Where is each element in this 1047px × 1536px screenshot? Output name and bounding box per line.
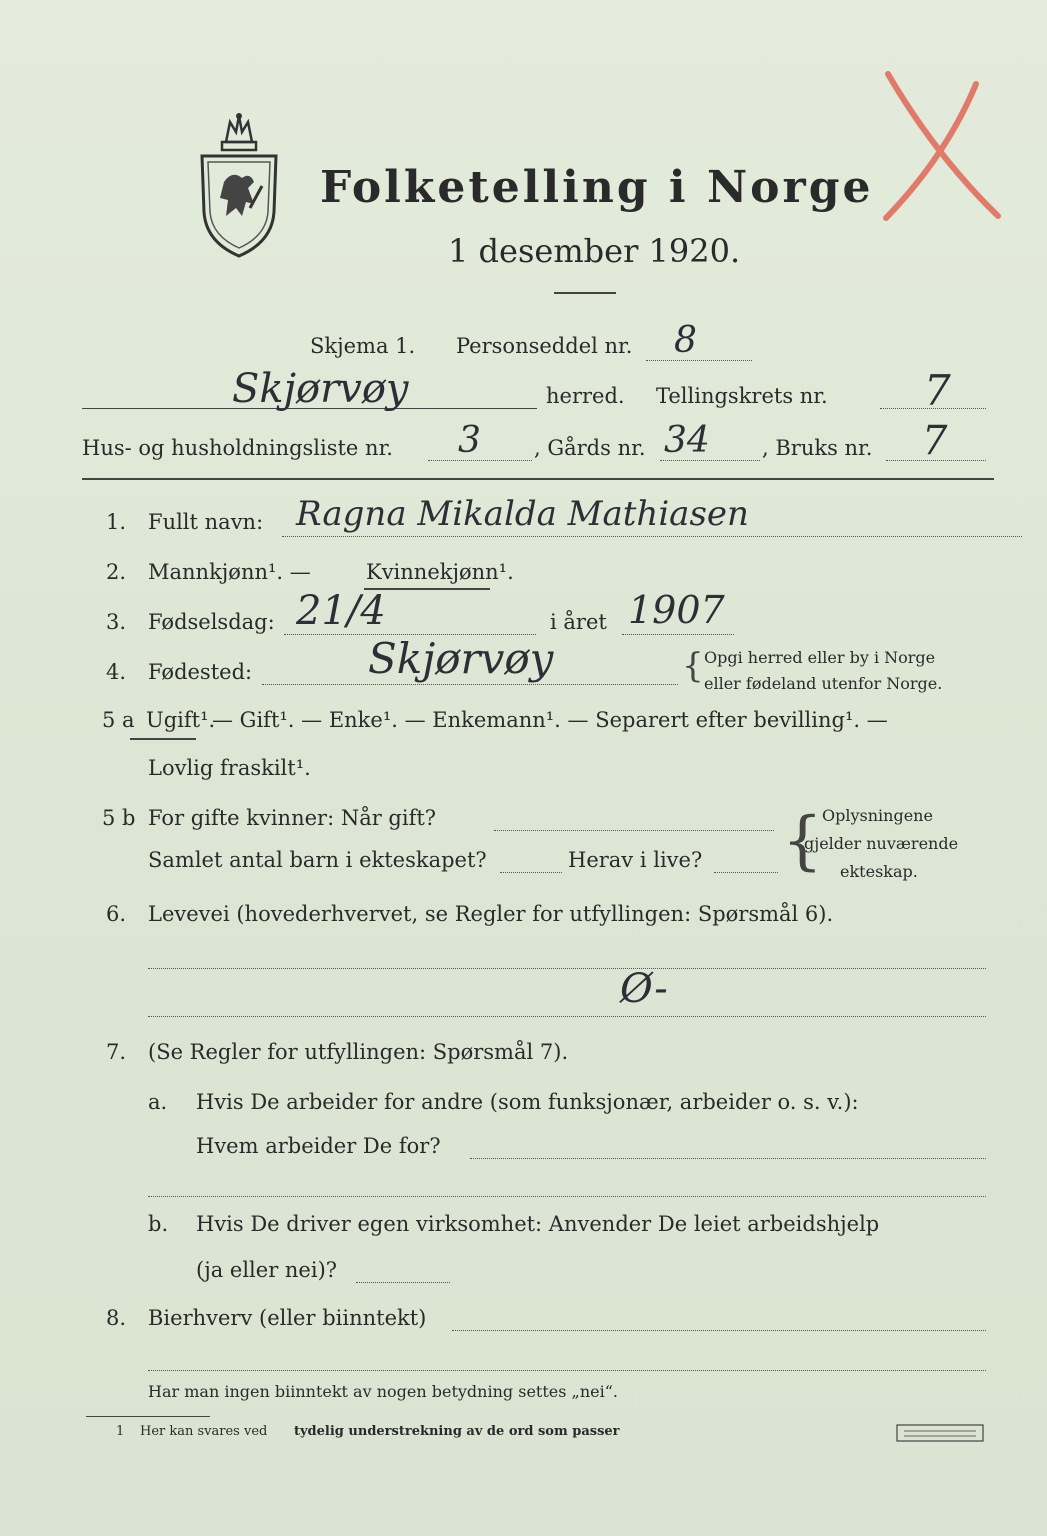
personseddel-line (646, 360, 752, 361)
schema-label: Skjema 1. (310, 334, 416, 358)
q5a-underline (130, 738, 196, 740)
printer-stamp-icon (896, 1424, 984, 1442)
red-x-mark-icon (866, 66, 1016, 226)
q5b-note-line3: ekteskap. (840, 862, 918, 881)
q4-note-line2: eller fødeland utenfor Norge. (704, 674, 943, 693)
q5b-alive-line (714, 872, 778, 873)
bruks-value[interactable]: 7 (922, 418, 948, 464)
q5a-number: 5 a (102, 708, 135, 732)
q5b-note-line2: gjelder nuværende (804, 834, 959, 853)
q5a-divorced-option[interactable]: Lovlig fraskilt¹. (148, 756, 311, 780)
q5b-children-line (500, 872, 562, 873)
q2-female-option[interactable]: Kvinnekjønn¹. (366, 560, 514, 584)
footnote-rule (86, 1416, 210, 1417)
birth-year-value[interactable]: 1907 (628, 588, 725, 632)
footnote-text-b: tydelig understrekning av de ord som passer (294, 1424, 620, 1439)
q3-label: Fødselsdag: (148, 610, 275, 634)
full-name-value[interactable]: Ragna Mikalda Mathiasen (296, 494, 749, 534)
footnote-text-a: Her kan svares ved (140, 1424, 268, 1439)
q4-number: 4. (106, 660, 127, 684)
census-date: 1 desember 1920. (448, 232, 741, 270)
q5a-unmarried-option[interactable]: Ugift¹. (146, 708, 216, 732)
coat-of-arms-icon (196, 112, 282, 258)
q7a-line2: Hvem arbeider De for? (196, 1134, 441, 1158)
q5a-other-options[interactable]: — Gift¹. — Enke¹. — Enkemann¹. — Separert efter bevilling¹. — (212, 708, 888, 732)
q4-note-line1: Opgi herred eller by i Norge (704, 648, 936, 667)
title-divider (554, 292, 616, 294)
q7a-extra-line (148, 1196, 986, 1197)
q7a-employer-line (470, 1158, 986, 1159)
herred-label: herred. (546, 384, 625, 408)
q5b-number: 5 b (102, 806, 136, 830)
q4-line (262, 684, 678, 685)
personseddel-label: Personseddel nr. (456, 334, 633, 358)
q1-line (282, 536, 1022, 537)
q4-brace: { (682, 646, 704, 686)
q5b-note-line1: Oplysningene (822, 806, 933, 825)
q5b-label: For gifte kvinner: Når gift? (148, 806, 437, 830)
q8-line1 (452, 1330, 986, 1331)
tellingskrets-label: Tellingskrets nr. (656, 384, 828, 408)
hus-label: Hus- og husholdningsliste nr. (82, 436, 393, 460)
q6-line2 (148, 1016, 986, 1017)
q7b-letter: b. (148, 1212, 169, 1236)
gards-value[interactable]: 34 (664, 420, 710, 461)
q5b-brace: { (782, 804, 823, 878)
q8-number: 8. (106, 1306, 127, 1330)
birthplace-value[interactable]: Skjørvøy (368, 634, 554, 683)
gards-label: , Gårds nr. (534, 436, 646, 460)
q7-label: (Se Regler for utfyllingen: Spørsmål 7). (148, 1040, 569, 1064)
q8-label: Bierhverv (eller biinntekt) (148, 1306, 427, 1330)
q1-number: 1. (106, 510, 127, 534)
q6-label: Levevei (hovederhvervet, se Regler for utfyllingen: Spørsmål 6). (148, 902, 834, 926)
q7b-line2: (ja eller nei)? (196, 1258, 338, 1282)
birthday-value[interactable]: 21/4 (296, 588, 386, 634)
q3-year-label: i året (550, 610, 607, 634)
herred-value[interactable]: Skjørvøy (232, 366, 409, 412)
q2-number: 2. (106, 560, 127, 584)
q5b-children-label: Samlet antal barn i ekteskapet? (148, 848, 487, 872)
q2-male-option[interactable]: Mannkjønn¹. — (148, 560, 311, 584)
q4-label: Fødested: (148, 660, 253, 684)
q5b-married-line (494, 830, 774, 831)
q7b-answer-line (356, 1282, 450, 1283)
q7-number: 7. (106, 1040, 127, 1064)
q3-number: 3. (106, 610, 127, 634)
occupation-value[interactable]: Ø- (620, 966, 668, 1012)
header-rule (82, 478, 994, 480)
q7a-line1: Hvis De arbeider for andre (som funksjonær, arbeider o. s. v.): (196, 1090, 859, 1114)
tellingskrets-value[interactable]: 7 (924, 366, 951, 415)
q7b-line1: Hvis De driver egen virksomhet: Anvender De leiet arbeidshjelp (196, 1212, 880, 1236)
q6-number: 6. (106, 902, 127, 926)
bruks-label: , Bruks nr. (762, 436, 873, 460)
q8-line2 (148, 1370, 986, 1371)
q3-year-line (622, 634, 734, 635)
q5b-alive-label: Herav i live? (568, 848, 703, 872)
q8-note: Har man ingen biinntekt av nogen betydning settes „nei“. (148, 1382, 618, 1401)
q6-line1 (148, 968, 986, 969)
q7a-letter: a. (148, 1090, 168, 1114)
hus-value[interactable]: 3 (458, 420, 481, 461)
form-title: Folketelling i Norge (320, 162, 874, 213)
personseddel-value[interactable]: 8 (674, 320, 697, 361)
footnote-mark: 1 (116, 1424, 125, 1439)
q1-label: Fullt navn: (148, 510, 264, 534)
